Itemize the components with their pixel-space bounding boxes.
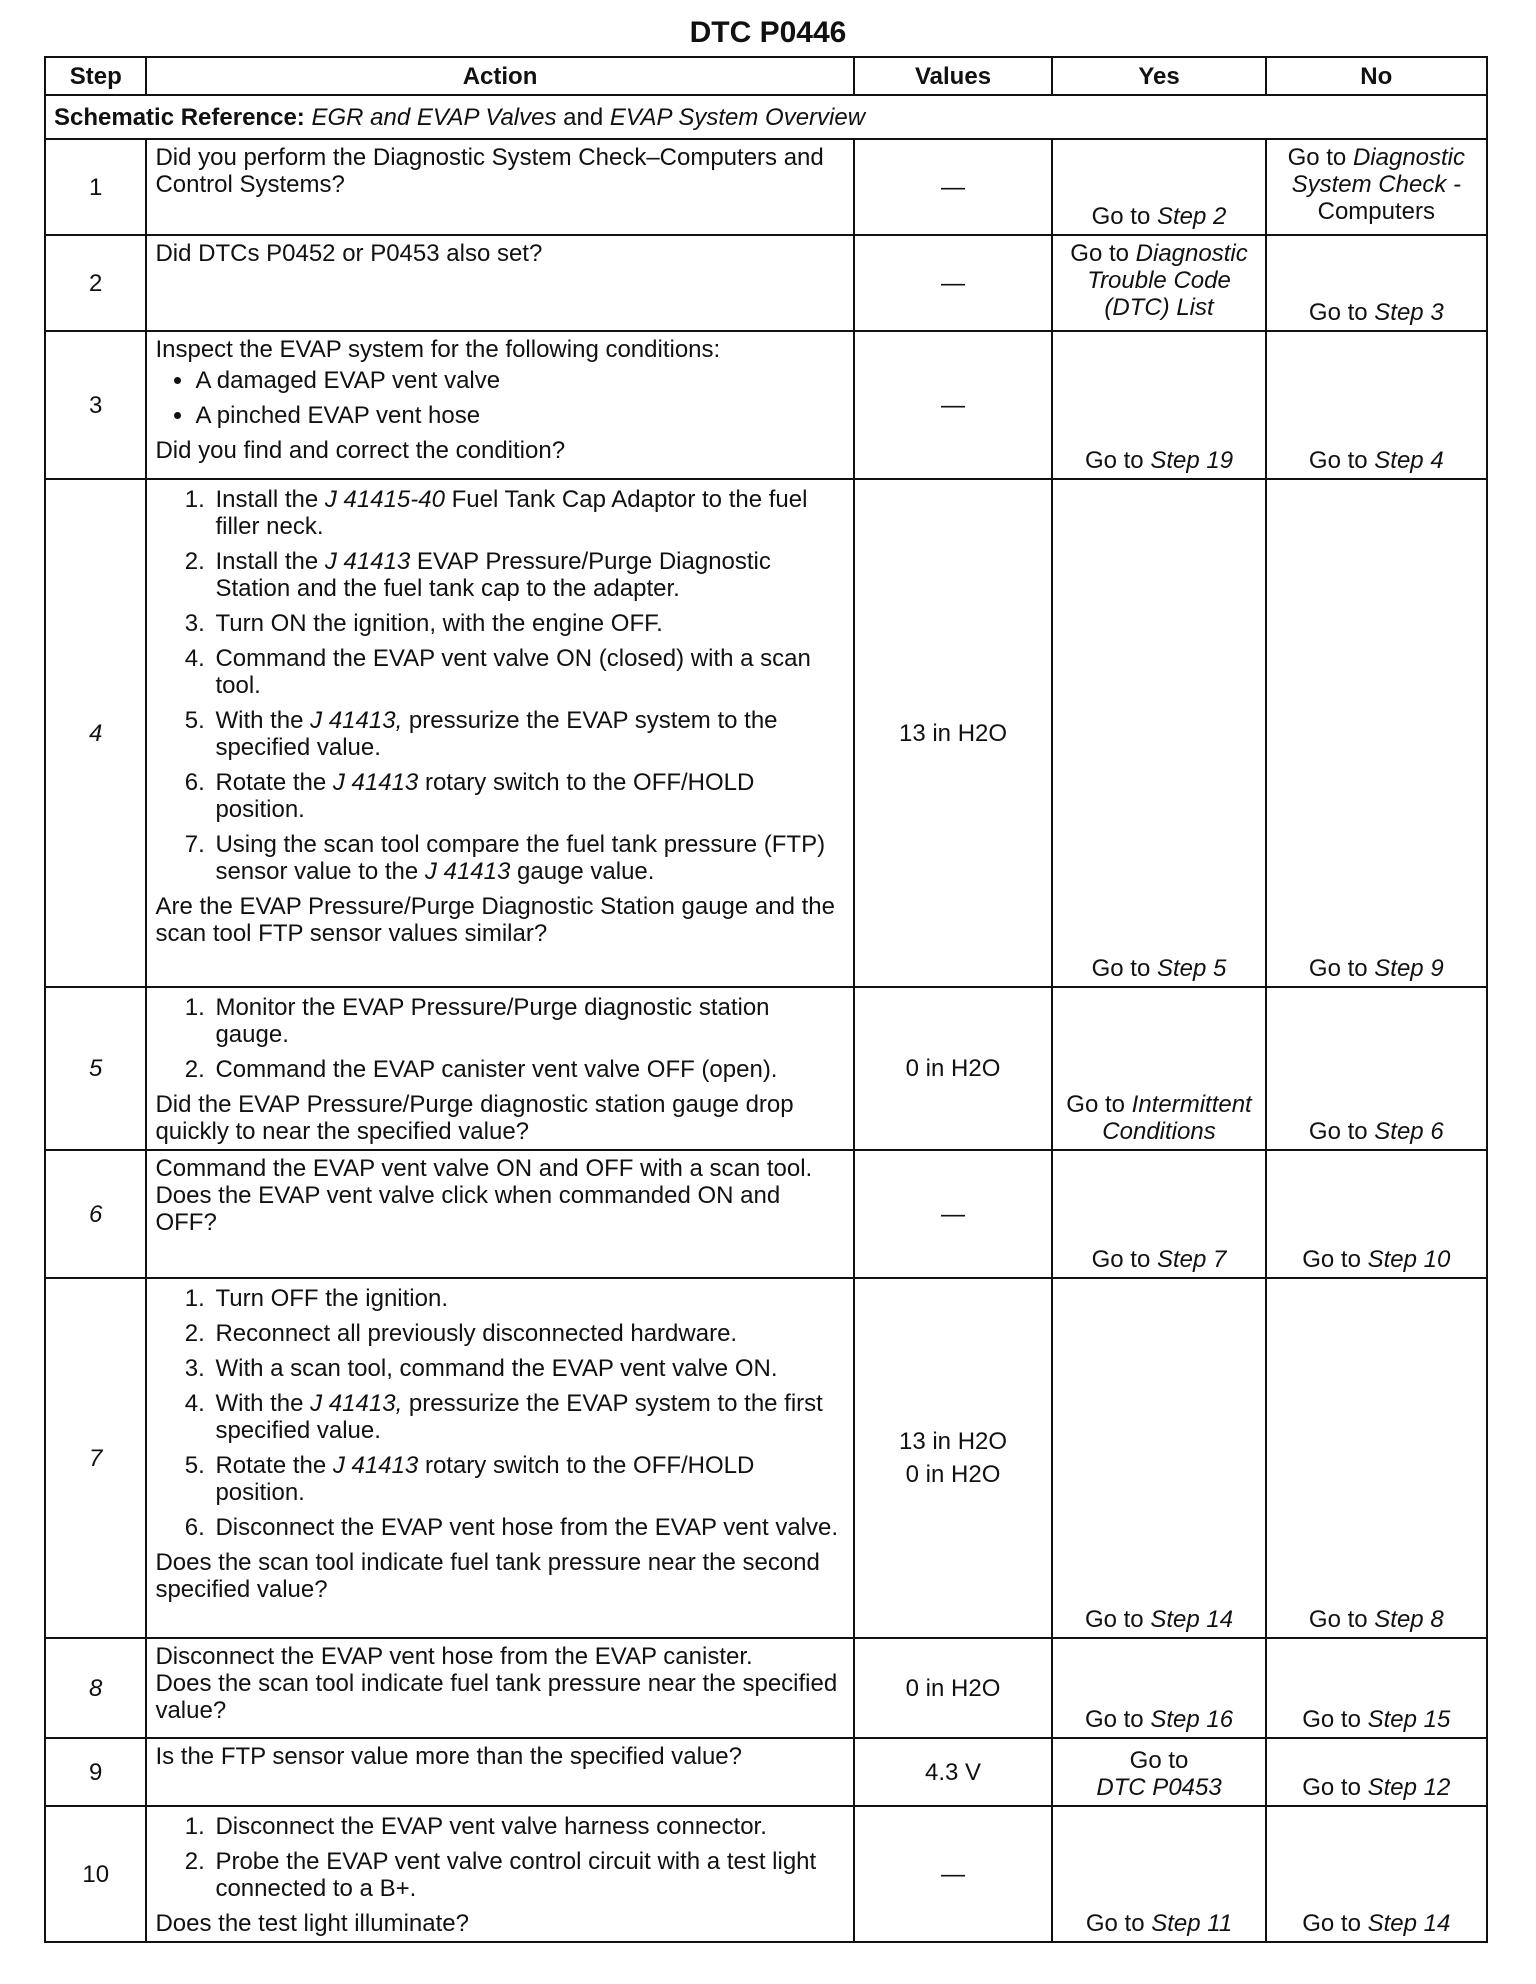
list-item: 1. Monitor the EVAP Pressure/Purge diagnostic station gauge. — [211, 994, 844, 1048]
value-cell: 4.3 V — [854, 1738, 1053, 1806]
step-number: 7 — [45, 1278, 146, 1638]
no-link[interactable]: Step 15 — [1367, 1706, 1451, 1733]
list-item: 4. Command the EVAP vent valve ON (closed) with a scan tool. — [211, 645, 844, 699]
value-cell: 0 in H2O — [854, 1638, 1053, 1738]
no-cell: Go to Step 12 — [1266, 1738, 1487, 1806]
action-intro: Disconnect the EVAP vent hose from the EVAP canister. — [155, 1643, 753, 1670]
value-cell: — — [854, 235, 1053, 331]
action-cell — [146, 1738, 853, 1806]
yes-link[interactable]: Step 16 — [1150, 1706, 1234, 1733]
action-cell — [146, 1638, 853, 1738]
header-values: Values — [854, 57, 1053, 95]
list-item: 4. With the J 41413, pressurize the EVAP system to the first specified value. — [211, 1390, 844, 1444]
step-number: 6 — [45, 1150, 146, 1278]
no-cell: Go to Step 14 — [1266, 1806, 1487, 1942]
schematic-row — [45, 95, 1487, 139]
procedure-list — [155, 1285, 844, 1541]
yes-cell: Go to Diagnostic Trouble Code (DTC) List — [1052, 235, 1265, 331]
header-no: No — [1266, 57, 1487, 95]
value-cell: 13 in H2O — [854, 479, 1053, 987]
action-intro: Command the EVAP vent valve ON and OFF with a scan tool. — [155, 1155, 813, 1182]
list-item: 5. Rotate the J 41413 rotary switch to the OFF/HOLD position. — [211, 1452, 844, 1506]
header-yes: Yes — [1052, 57, 1265, 95]
header-action: Action — [146, 57, 853, 95]
yes-link[interactable]: DTC P0453 — [1096, 1774, 1222, 1801]
step-number: 5 — [45, 987, 146, 1150]
yes-cell: Go to Step 11 — [1052, 1806, 1265, 1942]
action-cell — [146, 139, 853, 235]
no-cell: Go to Step 10 — [1266, 1150, 1487, 1278]
value-first: 13 in H2O — [898, 1428, 1008, 1455]
list-item: 5. With the J 41413, pressurize the EVAP system to the specified value. — [211, 707, 844, 761]
yes-cell: Go to Step 14 — [1052, 1278, 1265, 1638]
action-question: Does the EVAP vent valve click when commanded ON and OFF? — [155, 1182, 781, 1236]
action-intro: Inspect the EVAP system for the following conditions: — [155, 336, 721, 363]
no-link[interactable]: Step 10 — [1367, 1246, 1451, 1273]
no-link[interactable]: Diagnostic System Check - — [1291, 144, 1466, 198]
list-item: 2. Command the EVAP canister vent valve OFF (open). — [211, 1056, 844, 1083]
action-question: Did you find and correct the condition? — [155, 437, 566, 464]
step-number: 1 — [45, 139, 146, 235]
table-row — [45, 1738, 1487, 1806]
step-number: 2 — [45, 235, 146, 331]
table-row — [45, 1278, 1487, 1638]
value-cell — [854, 1278, 1053, 1638]
step-number: 9 — [45, 1738, 146, 1806]
schematic-link-egr-evap-valves[interactable]: EGR and EVAP Valves — [311, 103, 557, 131]
list-item: • A damaged EVAP vent valve — [195, 367, 844, 394]
yes-link[interactable]: Step 11 — [1151, 1910, 1233, 1937]
action-question: Are the EVAP Pressure/Purge Diagnostic Station gauge and the scan tool FTP sensor values similar? — [155, 893, 835, 947]
no-cell: Go to Step 9 — [1266, 479, 1487, 987]
yes-link[interactable]: Step 14 — [1150, 1606, 1234, 1633]
yes-link[interactable]: Step 7 — [1157, 1246, 1227, 1273]
value-cell: — — [854, 331, 1053, 479]
header-step: Step — [45, 57, 146, 95]
list-item: 2. Install the J 41413 EVAP Pressure/Purge Diagnostic Station and the fuel tank cap to the adapter. — [211, 548, 844, 602]
value-second: 0 in H2O — [905, 1461, 1001, 1488]
yes-cell: Go to Step 2 — [1052, 139, 1265, 235]
yes-link[interactable]: Step 5 — [1157, 955, 1227, 982]
action-cell — [146, 1806, 853, 1942]
list-item: 3. With a scan tool, command the EVAP vent valve ON. — [211, 1355, 844, 1382]
step-number: 3 — [45, 331, 146, 479]
table-row — [45, 1638, 1487, 1738]
header-row — [45, 57, 1487, 95]
value-cell: 0 in H2O — [854, 987, 1053, 1150]
condition-list — [155, 367, 844, 429]
action-question: Does the scan tool indicate fuel tank pressure near the second specified value? — [155, 1549, 820, 1603]
no-cell: Go to Step 8 — [1266, 1278, 1487, 1638]
schematic-reference — [45, 95, 1487, 139]
no-link[interactable]: Step 9 — [1374, 955, 1444, 982]
value-cell: — — [854, 139, 1053, 235]
action-text: Did DTCs P0452 or P0453 also set? — [155, 240, 543, 267]
table-row — [45, 235, 1487, 331]
no-cell: Go to Diagnostic System Check - Computers — [1266, 139, 1487, 235]
procedure-list — [155, 1813, 844, 1902]
yes-cell: Go to Step 5 — [1052, 479, 1265, 987]
no-cell: Go to Step 6 — [1266, 987, 1487, 1150]
list-item: 1. Turn OFF the ignition. — [211, 1285, 844, 1312]
list-item: 1. Disconnect the EVAP vent valve harness connector. — [211, 1813, 844, 1840]
table-row — [45, 1806, 1487, 1942]
list-item: 6. Rotate the J 41413 rotary switch to the OFF/HOLD position. — [211, 769, 844, 823]
list-item: 2. Probe the EVAP vent valve control circuit with a test light connected to a B+. — [211, 1848, 844, 1902]
action-question: Does the scan tool indicate fuel tank pressure near the specified value? — [155, 1670, 838, 1724]
list-item: 6. Disconnect the EVAP vent hose from the EVAP vent valve. — [211, 1514, 844, 1541]
value-cell: — — [854, 1150, 1053, 1278]
procedure-list — [155, 486, 844, 885]
step-number: 8 — [45, 1638, 146, 1738]
action-cell — [146, 1150, 853, 1278]
no-link[interactable]: Step 4 — [1374, 447, 1444, 474]
yes-cell: Go to Step 16 — [1052, 1638, 1265, 1738]
no-link[interactable]: Step 14 — [1367, 1910, 1451, 1937]
yes-link[interactable]: Step 19 — [1150, 447, 1234, 474]
action-cell — [146, 331, 853, 479]
list-item: 2. Reconnect all previously disconnected hardware. — [211, 1320, 844, 1347]
list-item: • A pinched EVAP vent hose — [195, 402, 844, 429]
page-title: DTC P0446 — [689, 16, 847, 49]
table-row — [45, 139, 1487, 235]
table-row — [45, 331, 1487, 479]
yes-link[interactable]: Diagnostic Trouble Code (DTC) List — [1087, 240, 1248, 321]
no-cell: Go to Step 4 — [1266, 331, 1487, 479]
schematic-label: Schematic Reference: — [54, 103, 305, 131]
action-text: Did you perform the Diagnostic System Check–Computers and Control Systems? — [155, 144, 824, 198]
table-row — [45, 1150, 1487, 1278]
list-item: 3. Turn ON the ignition, with the engine OFF. — [211, 610, 844, 637]
no-link[interactable]: Step 3 — [1374, 299, 1444, 326]
table-row — [45, 987, 1487, 1150]
yes-cell: Go to Step 7 — [1052, 1150, 1265, 1278]
no-cell: Go to Step 15 — [1266, 1638, 1487, 1738]
list-item: 7. Using the scan tool compare the fuel tank pressure (FTP) sensor value to the J 41413 gauge value. — [211, 831, 844, 885]
schematic-link-evap-overview[interactable]: EVAP System Overview — [609, 103, 866, 131]
action-text: Is the FTP sensor value more than the specified value? — [155, 1743, 742, 1770]
step-number: 10 — [45, 1806, 146, 1942]
action-cell — [146, 479, 853, 987]
action-question: Did the EVAP Pressure/Purge diagnostic station gauge drop quickly to near the specified value? — [155, 1091, 794, 1145]
step-number: 4 — [45, 479, 146, 987]
action-cell — [146, 987, 853, 1150]
yes-link[interactable]: Step 2 — [1157, 203, 1227, 230]
action-question: Does the test light illuminate? — [155, 1910, 469, 1937]
no-link[interactable]: Step 12 — [1367, 1774, 1451, 1801]
action-cell — [146, 1278, 853, 1638]
yes-link[interactable]: Intermittent Conditions — [1102, 1091, 1252, 1145]
yes-cell: Go to DTC P0453 — [1052, 1738, 1265, 1806]
procedure-list — [155, 994, 844, 1083]
no-link[interactable]: Step 6 — [1374, 1118, 1444, 1145]
yes-cell: Go to Intermittent Conditions — [1052, 987, 1265, 1150]
no-link[interactable]: Step 8 — [1374, 1606, 1444, 1633]
table-row — [45, 479, 1487, 987]
yes-cell: Go to Step 19 — [1052, 331, 1265, 479]
action-cell — [146, 235, 853, 331]
diagnostic-table — [44, 56, 1488, 1943]
schematic-and: and — [563, 103, 604, 131]
list-item: 1. Install the J 41415-40 Fuel Tank Cap Adaptor to the fuel filler neck. — [211, 486, 844, 540]
value-cell: — — [854, 1806, 1053, 1942]
no-cell: Go to Step 3 — [1266, 235, 1487, 331]
